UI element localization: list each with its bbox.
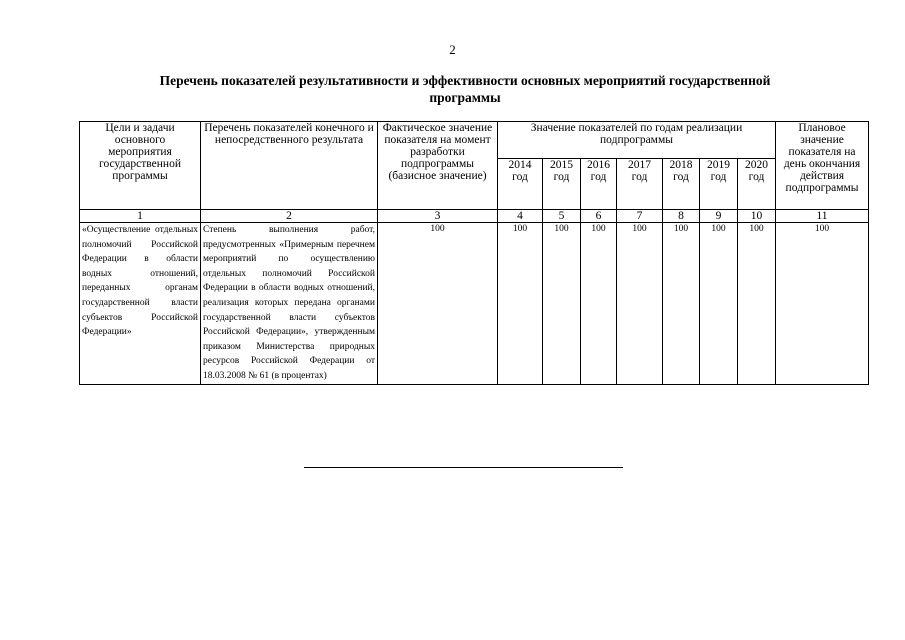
header-row-1 [80,122,869,159]
goal-cell: «Осуществление отдельных полномочий Российской Федерации в области водных отношений, переданных органам государственной власти субъектов Российской Федерации» [80,223,201,385]
column-number: 10 [738,210,776,223]
closing-rule [304,467,623,468]
page-number: 2 [449,42,456,57]
header-year: 2019 год [700,159,738,210]
year-value-cell: 100 [663,223,700,385]
column-number: 4 [498,210,543,223]
column-number: 9 [700,210,738,223]
header-planned-value: Плановое значение показателя на день окончания действия подпрограммы [776,122,869,210]
year-value-cell: 100 [498,223,543,385]
table-row [80,223,869,385]
header-year: 2020 год [738,159,776,210]
column-number: 5 [543,210,581,223]
title-line-1: Перечень показателей результативности и эффективности основных мероприятий государственной [159,73,771,88]
header-year: 2017 год [617,159,663,210]
planned-value-cell: 100 [776,223,869,385]
year-value-cell: 100 [581,223,617,385]
document-title [110,72,820,106]
header-year: 2018 год [663,159,700,210]
header-year: 2015 год [543,159,581,210]
column-number: 11 [776,210,869,223]
header-year: 2016 год [581,159,617,210]
column-numbers-row [80,210,869,223]
year-value-cell: 100 [700,223,738,385]
header-base-value: Фактическое значение показателя на момент разработки подпрограммы (базисное значение) [378,122,498,210]
indicator-cell: Степень выполнения работ, предусмотренных «Примерным перечнем мероприятий по осуществлению отдельных полномочий Российской Федерации в области водных отношений, реализация которых передана органами государственной власти субъектов Российской Федерации», утвержденным приказом Министерства природных ресурсов Российской Федерации от 18.03.2008 № 61 (в процентах) [201,223,378,385]
column-number: 7 [617,210,663,223]
column-number: 1 [80,210,201,223]
column-number: 2 [201,210,378,223]
indicators-table [79,121,869,385]
column-number: 6 [581,210,617,223]
header-indicators: Перечень показателей конечного и непосредственного результата [201,122,378,210]
column-number: 8 [663,210,700,223]
year-value-cell: 100 [543,223,581,385]
year-value-cell: 100 [738,223,776,385]
header-goals: Цели и задачи основного мероприятия государственной программы [80,122,201,210]
column-number: 3 [378,210,498,223]
header-year: 2014 год [498,159,543,210]
header-years-group: Значение показателей по годам реализации подпрограммы [498,122,776,159]
title-line-2: программы [429,90,501,105]
year-value-cell: 100 [617,223,663,385]
base-value-cell: 100 [378,223,498,385]
